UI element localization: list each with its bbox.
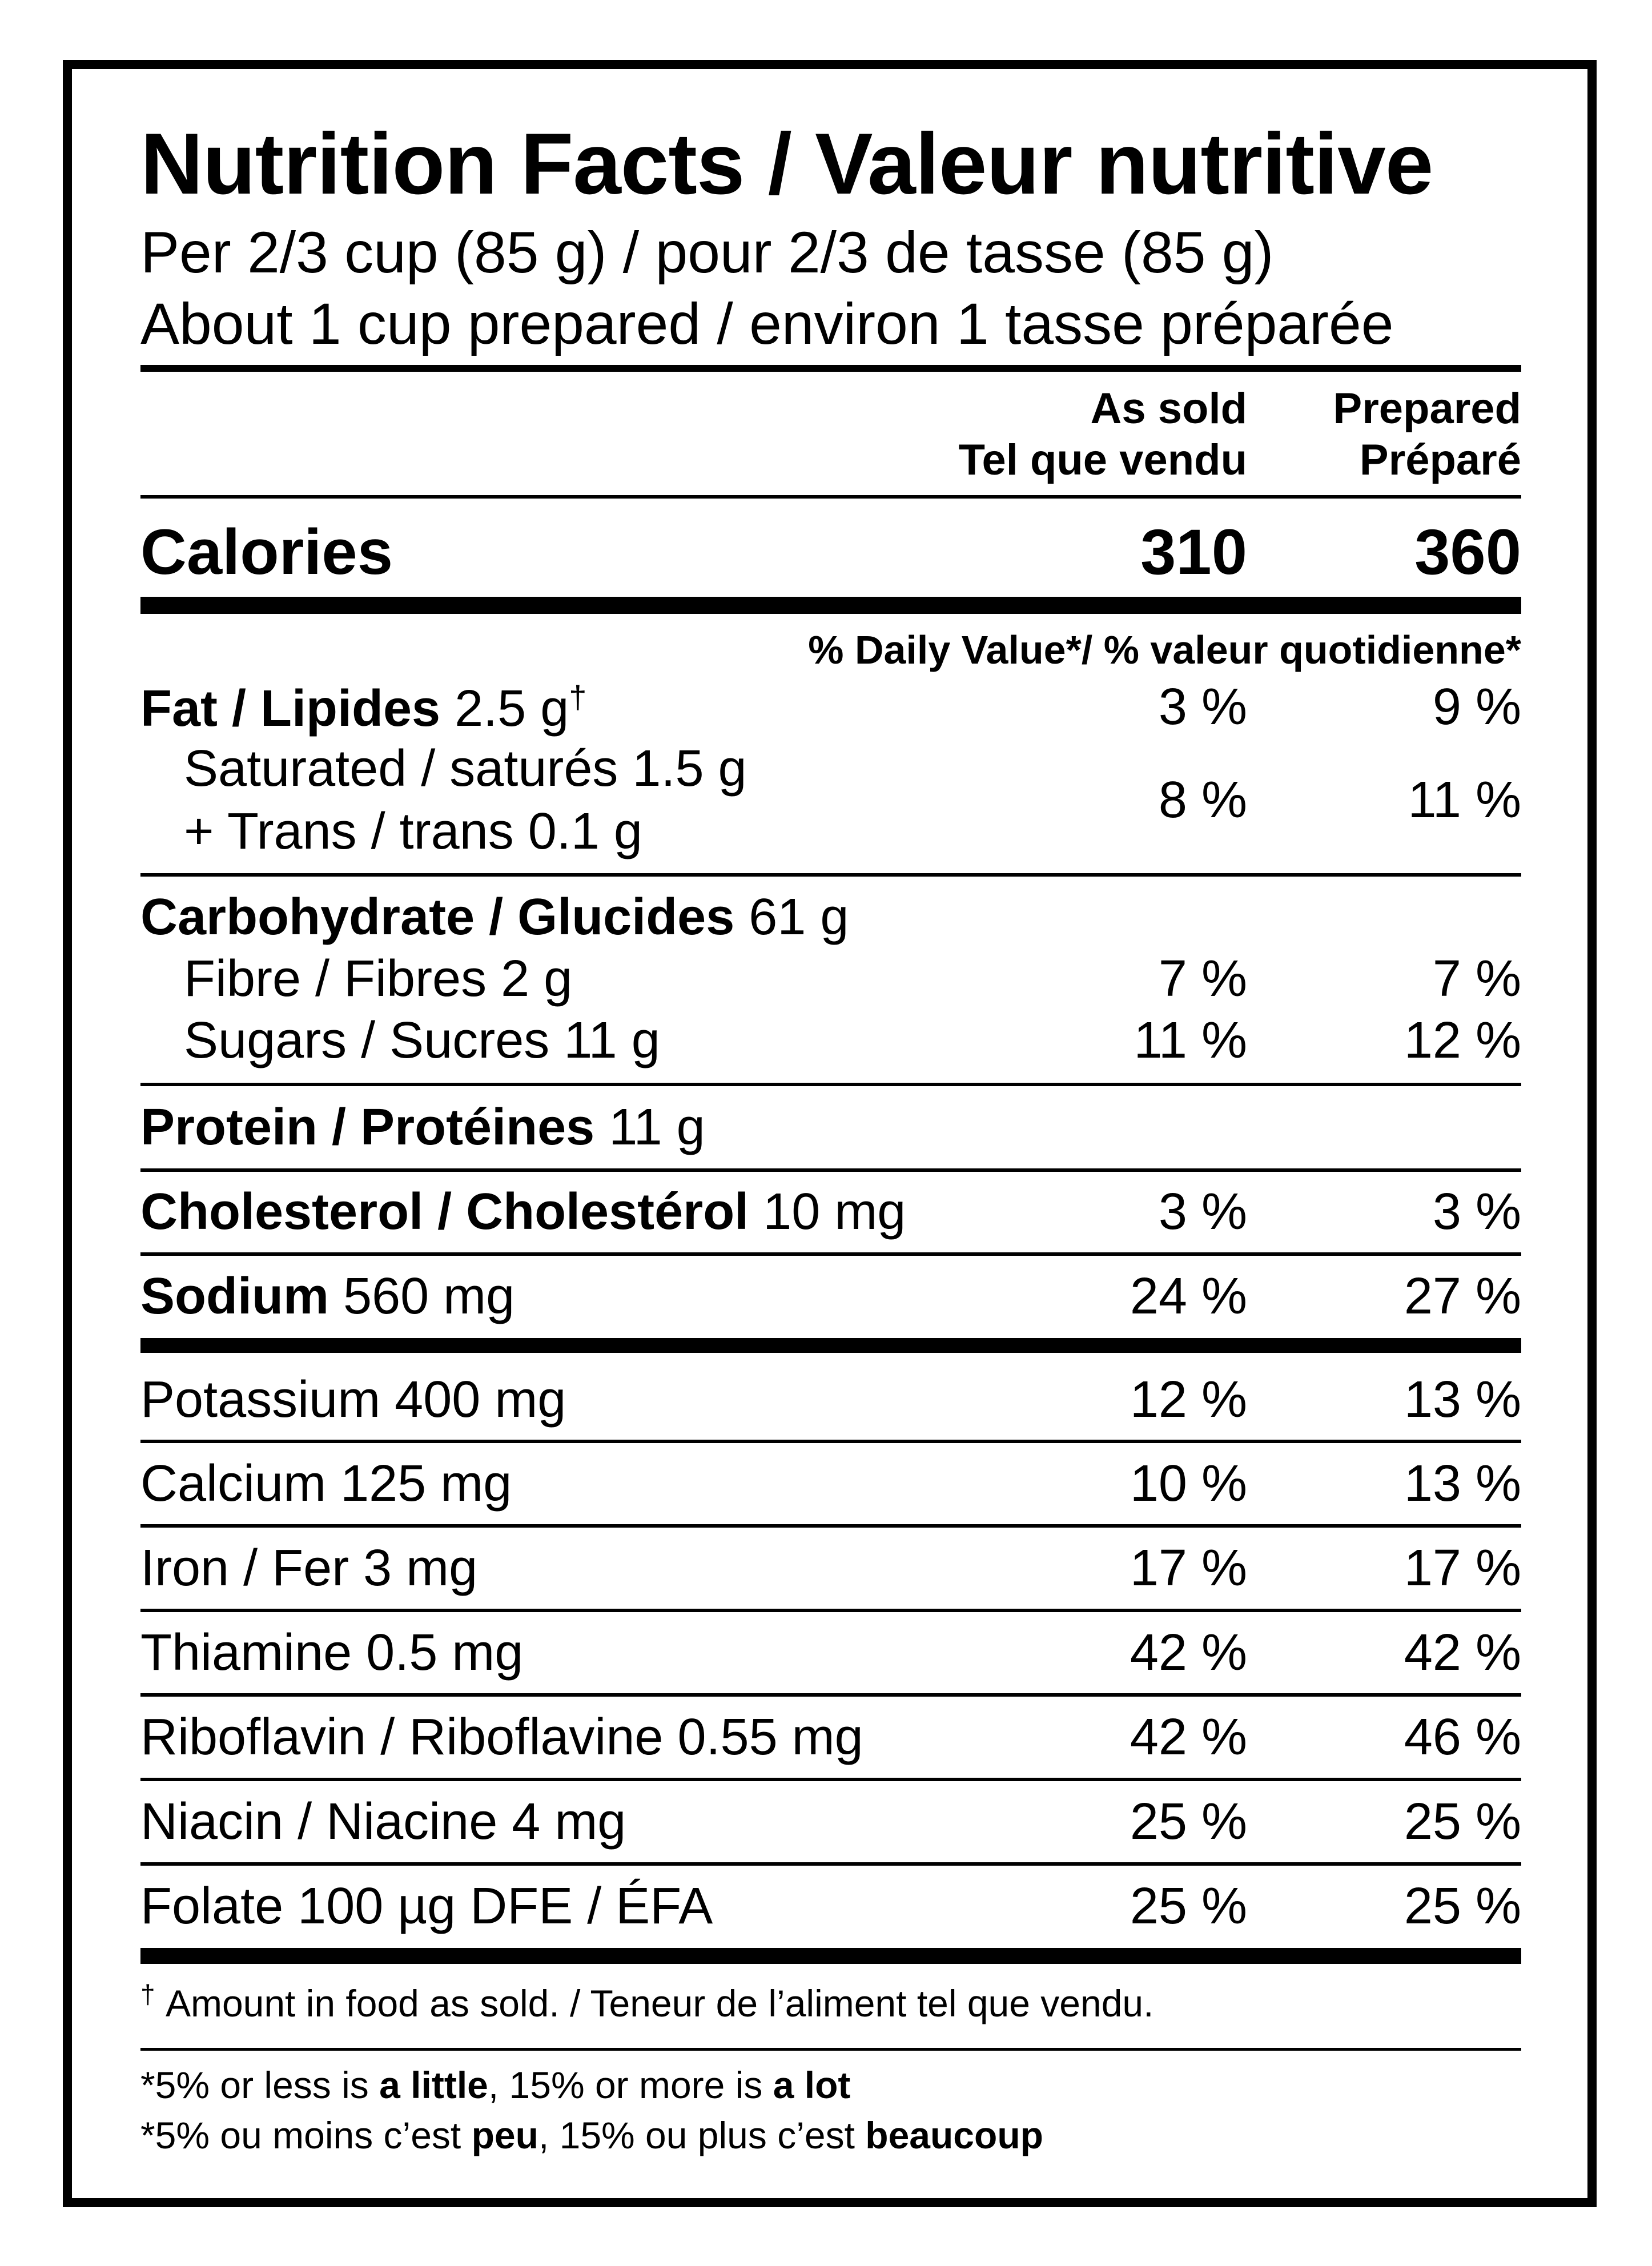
cholesterol-as-sold: 3 % (1158, 1183, 1247, 1240)
sugars-label: Sugars / Sucres 11 g (184, 1012, 660, 1069)
fat-prepared: 9 % (1432, 678, 1521, 736)
rule-micro-2 (140, 1524, 1521, 1528)
protein-label: Protein / Protéines (140, 1099, 595, 1156)
calories-as-sold: 310 (1140, 516, 1247, 588)
footnote-dagger (140, 1981, 1153, 2022)
footnote-fr-part-c: , 15% ou plus c’est (538, 2114, 866, 2156)
column-prepared (1333, 383, 1522, 485)
calcium-prepared: 13 % (1404, 1455, 1521, 1512)
saturated-trans-as-sold: 8 % (1158, 772, 1247, 829)
carbohydrate-label-group (140, 889, 849, 946)
footnote-fr-part-a: *5% ou moins c’est (140, 2114, 472, 2156)
column-as-sold-en: As sold (1090, 384, 1247, 433)
dagger-mark: † (569, 679, 587, 715)
fibre-as-sold: 7 % (1158, 950, 1247, 1007)
calories-prepared: 360 (1414, 516, 1521, 588)
saturated-trans-prepared: 11 % (1408, 772, 1521, 829)
potassium-as-sold: 12 % (1130, 1371, 1247, 1428)
fibre-label: Fibre / Fibres 2 g (184, 950, 573, 1007)
label-title: Nutrition Facts / Valeur nutritive (140, 115, 1433, 212)
sodium-label-group (140, 1268, 515, 1325)
riboflavin-prepared: 46 % (1404, 1709, 1521, 1766)
thiamine-as-sold: 42 % (1130, 1624, 1247, 1681)
fat-label-group (140, 679, 587, 737)
footnote-daily-value-en (140, 2066, 850, 2104)
rule-protein (140, 1168, 1521, 1172)
carbohydrate-amount: 61 g (749, 889, 849, 946)
rule-cholesterol (140, 1252, 1521, 1256)
thiamine-prepared: 42 % (1404, 1624, 1521, 1681)
footnote-en-part-a: *5% or less is (140, 2064, 380, 2106)
potassium-prepared: 13 % (1404, 1371, 1521, 1428)
fat-label: Fat / Lipides (140, 680, 441, 737)
fat-amount: 2.5 g (455, 680, 569, 737)
footnote-en-part-c: , 15% or more is (488, 2064, 773, 2106)
iron-label: Iron / Fer 3 mg (140, 1540, 478, 1597)
niacin-label: Niacin / Niacine 4 mg (140, 1793, 626, 1850)
column-prepared-fr: Préparé (1359, 435, 1521, 484)
footnote-en-lot: a lot (773, 2064, 851, 2106)
trans-label: + Trans / trans 0.1 g (184, 803, 642, 860)
fat-as-sold: 3 % (1158, 678, 1247, 736)
serving-size: Per 2/3 cup (85 g) / pour 2/3 de tasse (85 g) (140, 220, 1274, 285)
calcium-as-sold: 10 % (1130, 1455, 1247, 1512)
iron-as-sold: 17 % (1130, 1540, 1247, 1597)
rule-fat (140, 873, 1521, 877)
calories-label: Calories (140, 516, 393, 588)
folate-label: Folate 100 µg DFE / ÉFA (140, 1878, 713, 1935)
rule-calories (140, 597, 1521, 614)
cholesterol-label-group (140, 1183, 906, 1240)
riboflavin-as-sold: 42 % (1130, 1709, 1247, 1766)
sodium-label: Sodium (140, 1268, 329, 1325)
rule-micro-1 (140, 1440, 1521, 1443)
rule-header (140, 365, 1521, 372)
carbohydrate-label: Carbohydrate / Glucides (140, 889, 735, 946)
cholesterol-amount: 10 mg (763, 1183, 906, 1240)
fibre-prepared: 7 % (1432, 950, 1521, 1007)
rule-micro-6 (140, 1862, 1521, 1866)
protein-amount: 11 g (609, 1099, 705, 1156)
niacin-prepared: 25 % (1404, 1793, 1521, 1850)
sugars-as-sold: 11 % (1134, 1012, 1247, 1069)
sugars-prepared: 12 % (1404, 1012, 1521, 1069)
daily-value-heading: % Daily Value*/ % valeur quotidienne* (808, 628, 1521, 672)
rule-micro-3 (140, 1609, 1521, 1612)
rule-carbohydrate (140, 1083, 1521, 1086)
footnote-fr-beaucoup: beaucoup (865, 2114, 1043, 2156)
sodium-amount: 560 mg (343, 1268, 515, 1325)
prepared-amount: About 1 cup prepared / environ 1 tasse préparée (140, 291, 1394, 356)
cholesterol-prepared: 3 % (1432, 1183, 1521, 1240)
folate-as-sold: 25 % (1130, 1878, 1247, 1935)
rule-footnote (140, 2048, 1521, 2051)
rule-micro-5 (140, 1778, 1521, 1781)
cholesterol-label: Cholesterol / Cholestérol (140, 1183, 749, 1240)
thiamine-label: Thiamine 0.5 mg (140, 1624, 524, 1681)
potassium-label: Potassium 400 mg (140, 1371, 566, 1428)
footnote-dagger-text: Amount in food as sold. / Teneur de l’aliment tel que vendu. (165, 1982, 1154, 2024)
footnote-en-little: a little (379, 2064, 488, 2106)
column-as-sold (959, 383, 1247, 485)
riboflavin-label: Riboflavin / Riboflavine 0.55 mg (140, 1709, 863, 1766)
folate-prepared: 25 % (1404, 1878, 1521, 1935)
sodium-prepared: 27 % (1404, 1268, 1521, 1325)
sodium-as-sold: 24 % (1130, 1268, 1247, 1325)
iron-prepared: 17 % (1404, 1540, 1521, 1597)
calcium-label: Calcium 125 mg (140, 1455, 512, 1512)
footnote-fr-peu: peu (471, 2114, 538, 2156)
protein-label-group (140, 1099, 705, 1156)
saturated-label: Saturated / saturés 1.5 g (184, 740, 747, 797)
column-as-sold-fr: Tel que vendu (958, 435, 1247, 484)
rule-sodium (140, 1338, 1521, 1353)
nutrition-facts-label (63, 60, 1597, 2207)
footnote-dagger-mark: † (140, 1979, 155, 2009)
rule-columns (140, 495, 1521, 499)
niacin-as-sold: 25 % (1130, 1793, 1247, 1850)
rule-micro-4 (140, 1693, 1521, 1697)
footnote-daily-value-fr (140, 2116, 1043, 2154)
rule-micronutrients (140, 1948, 1521, 1964)
column-prepared-en: Prepared (1333, 384, 1521, 433)
